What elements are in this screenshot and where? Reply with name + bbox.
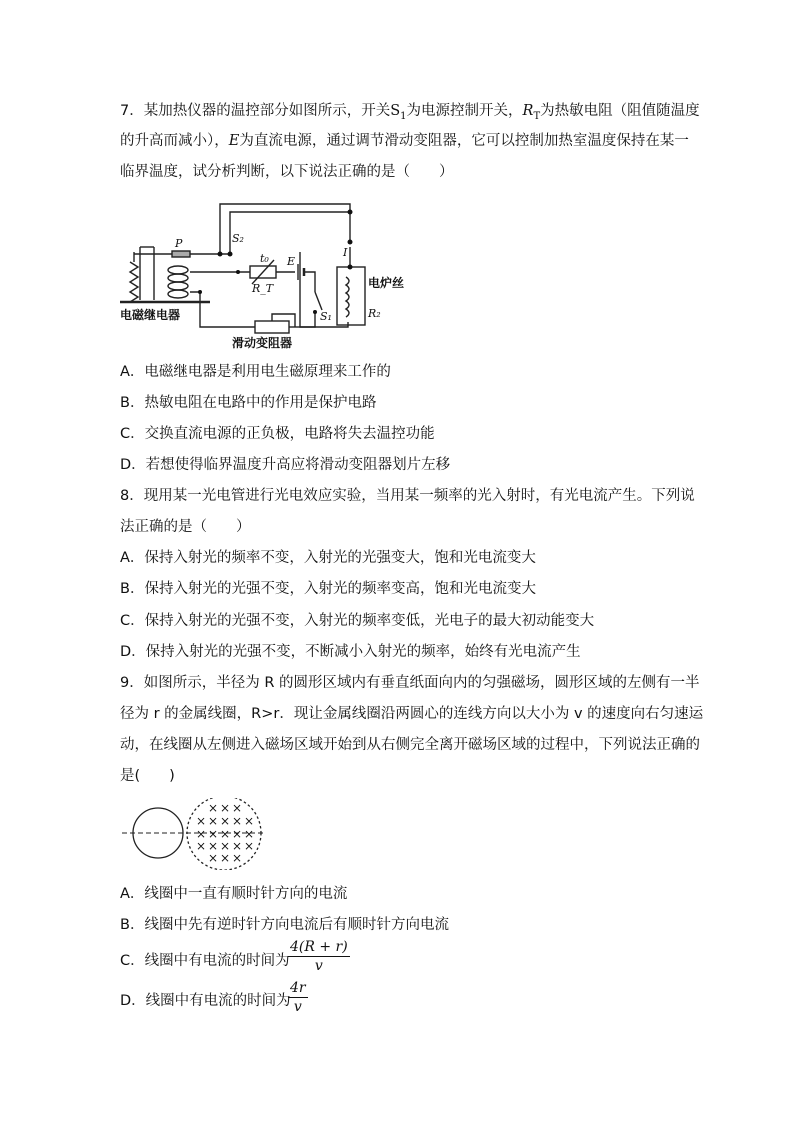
fraction-d bbox=[288, 980, 308, 1015]
field-mark: × bbox=[232, 839, 243, 853]
field-mark: × bbox=[208, 839, 219, 853]
label-heater: 电炉丝 bbox=[368, 276, 405, 290]
q7-line-3: 临界温度，试分析判断，以下说法正确的是（ ） bbox=[120, 164, 454, 180]
q7-line-2: 的升高而减小），E为直流电源，通过调节滑动变阻器，它可以控制加热室温度保持在某一 bbox=[120, 133, 689, 149]
relay-circuit-diagram bbox=[120, 192, 410, 352]
q8-option-d: D．保持入射光的光强不变，不断减小入射光的频率，始终有光电流产生 bbox=[120, 644, 581, 660]
q7-line-1: 7．某加热仪器的温控部分如图所示，开关$S_1$为电源控制开关，$R_T$为热敏电阻（阻值随温度 bbox=[120, 103, 700, 122]
field-mark: × bbox=[220, 851, 231, 865]
label-s2: S₂ bbox=[232, 232, 244, 245]
q8-option-a: A．保持入射光的频率不变，入射光的光强变大，饱和光电流变大 bbox=[120, 550, 536, 566]
label-e: E bbox=[287, 255, 296, 268]
field-mark: × bbox=[244, 814, 255, 828]
q8-option-c: C．保持入射光的光强不变，入射光的频率变低，光电子的最大初动能变大 bbox=[120, 613, 595, 629]
field-mark: × bbox=[208, 851, 219, 865]
fraction-c bbox=[288, 939, 350, 974]
field-mark: × bbox=[244, 827, 255, 841]
field-mark: × bbox=[208, 801, 219, 815]
q9-line-4: 是( ) bbox=[120, 768, 175, 784]
label-r2: R₂ bbox=[368, 307, 381, 320]
q9-option-c: C．线圈中有电流的时间为 bbox=[120, 953, 290, 969]
q7-option-a: A．电磁继电器是利用电生磁原理来工作的 bbox=[120, 364, 391, 380]
q7-option-d: D．若想使得临界温度升高应将滑动变阻器划片左移 bbox=[120, 457, 451, 473]
label-rheostat: 滑动变阻器 bbox=[232, 336, 293, 350]
q8-option-b: B．保持入射光的光强不变，入射光的频率变高，饱和光电流变大 bbox=[120, 581, 536, 597]
fraction-d-denominator: v bbox=[293, 999, 302, 1015]
q7-option-c: C．交换直流电源的正负极，电路将失去温控功能 bbox=[120, 426, 435, 442]
field-mark: × bbox=[196, 839, 207, 853]
label-t0: t₀ bbox=[260, 252, 269, 265]
q9-option-b: B．线圈中先有逆时针方向电流后有顺时针方向电流 bbox=[120, 917, 449, 933]
field-mark: × bbox=[196, 814, 207, 828]
q7-option-b: B．热敏电阻在电路中的作用是保护电路 bbox=[120, 395, 377, 411]
fraction-c-denominator: v bbox=[314, 958, 323, 974]
field-mark: × bbox=[232, 851, 243, 865]
q9-option-a: A．线圈中一直有顺时针方向的电流 bbox=[120, 886, 348, 902]
q8-line-1: 8．现用某一光电管进行光电效应实验，当用某一频率的光入射时，有光电流产生。下列说 bbox=[120, 488, 695, 504]
magnetic-field-diagram bbox=[120, 798, 265, 870]
label-rt: R_T bbox=[252, 282, 274, 295]
label-i: I bbox=[343, 246, 348, 259]
label-s1: S₁ bbox=[320, 310, 332, 323]
field-mark: × bbox=[220, 827, 231, 841]
fraction-d-numerator: 4r bbox=[290, 980, 306, 996]
field-mark: × bbox=[220, 839, 231, 853]
field-mark: × bbox=[244, 839, 255, 853]
q9-line-3: 动，在线圈从左侧进入磁场区域开始到从右侧完全离开磁场区域的过程中，下列说法正确的 bbox=[120, 737, 700, 753]
field-mark: × bbox=[232, 801, 243, 815]
q9-line-1: 9．如图所示，半径为 R 的圆形区域内有垂直纸面向内的匀强磁场，圆形区域的左侧有一半 bbox=[120, 675, 700, 691]
q9-line-2: 径为 r 的金属线圈，R>r．现让金属线圈沿两圆心的连线方向以大小为 v 的速度向右匀速运 bbox=[120, 706, 704, 722]
label-relay: 电磁继电器 bbox=[120, 308, 181, 322]
field-mark: × bbox=[232, 814, 243, 828]
q8-line-2: 法正确的是（ ） bbox=[120, 519, 251, 535]
field-mark: × bbox=[208, 827, 219, 841]
field-mark: × bbox=[220, 814, 231, 828]
field-mark: × bbox=[232, 827, 243, 841]
field-mark: × bbox=[220, 801, 231, 815]
q9-option-d: D．线圈中有电流的时间为 bbox=[120, 993, 291, 1009]
label-p: P bbox=[175, 237, 183, 250]
fraction-c-numerator: 4(R + r) bbox=[290, 939, 348, 955]
field-mark: × bbox=[208, 814, 219, 828]
field-mark: × bbox=[196, 827, 207, 841]
